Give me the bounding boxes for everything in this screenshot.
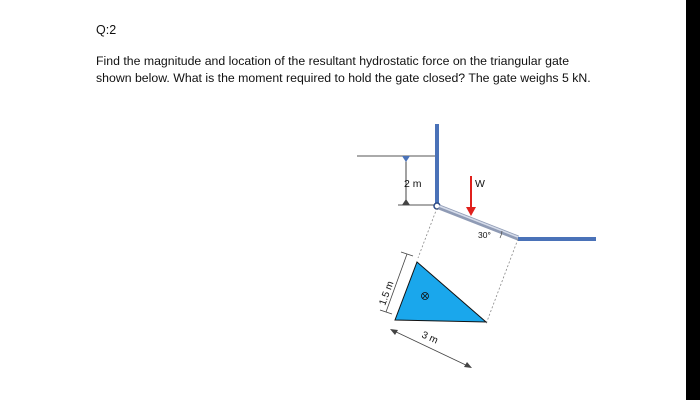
vertical-wall [435, 124, 439, 206]
depth-label: 2 m [404, 178, 422, 190]
height-dimension-tick-bottom [380, 310, 392, 314]
depth-arrow-top [402, 156, 410, 162]
height-label: 1.5 m [377, 279, 397, 308]
base-label: 3 m [419, 329, 440, 347]
triangular-gate [395, 262, 486, 322]
question-line-1: Find the magnitude and location of the resultant hydrostatic force on the triangular gate [96, 54, 570, 68]
base-arrow-left [390, 329, 398, 335]
projection-line-right [486, 239, 518, 324]
weight-label: W [475, 178, 485, 190]
height-dimension-tick-top [401, 252, 413, 256]
question-number: Q:2 [96, 23, 117, 37]
projection-line-left [418, 208, 437, 258]
horizontal-floor [518, 237, 596, 241]
depth-arrow-bottom [402, 199, 410, 205]
question-line-2: shown below. What is the moment required to hold the gate closed? The gate weighs 5 kN. [96, 71, 591, 85]
angle-label: 30° [478, 230, 491, 240]
weight-arrow-head [466, 207, 476, 216]
base-arrow-right [464, 362, 472, 368]
